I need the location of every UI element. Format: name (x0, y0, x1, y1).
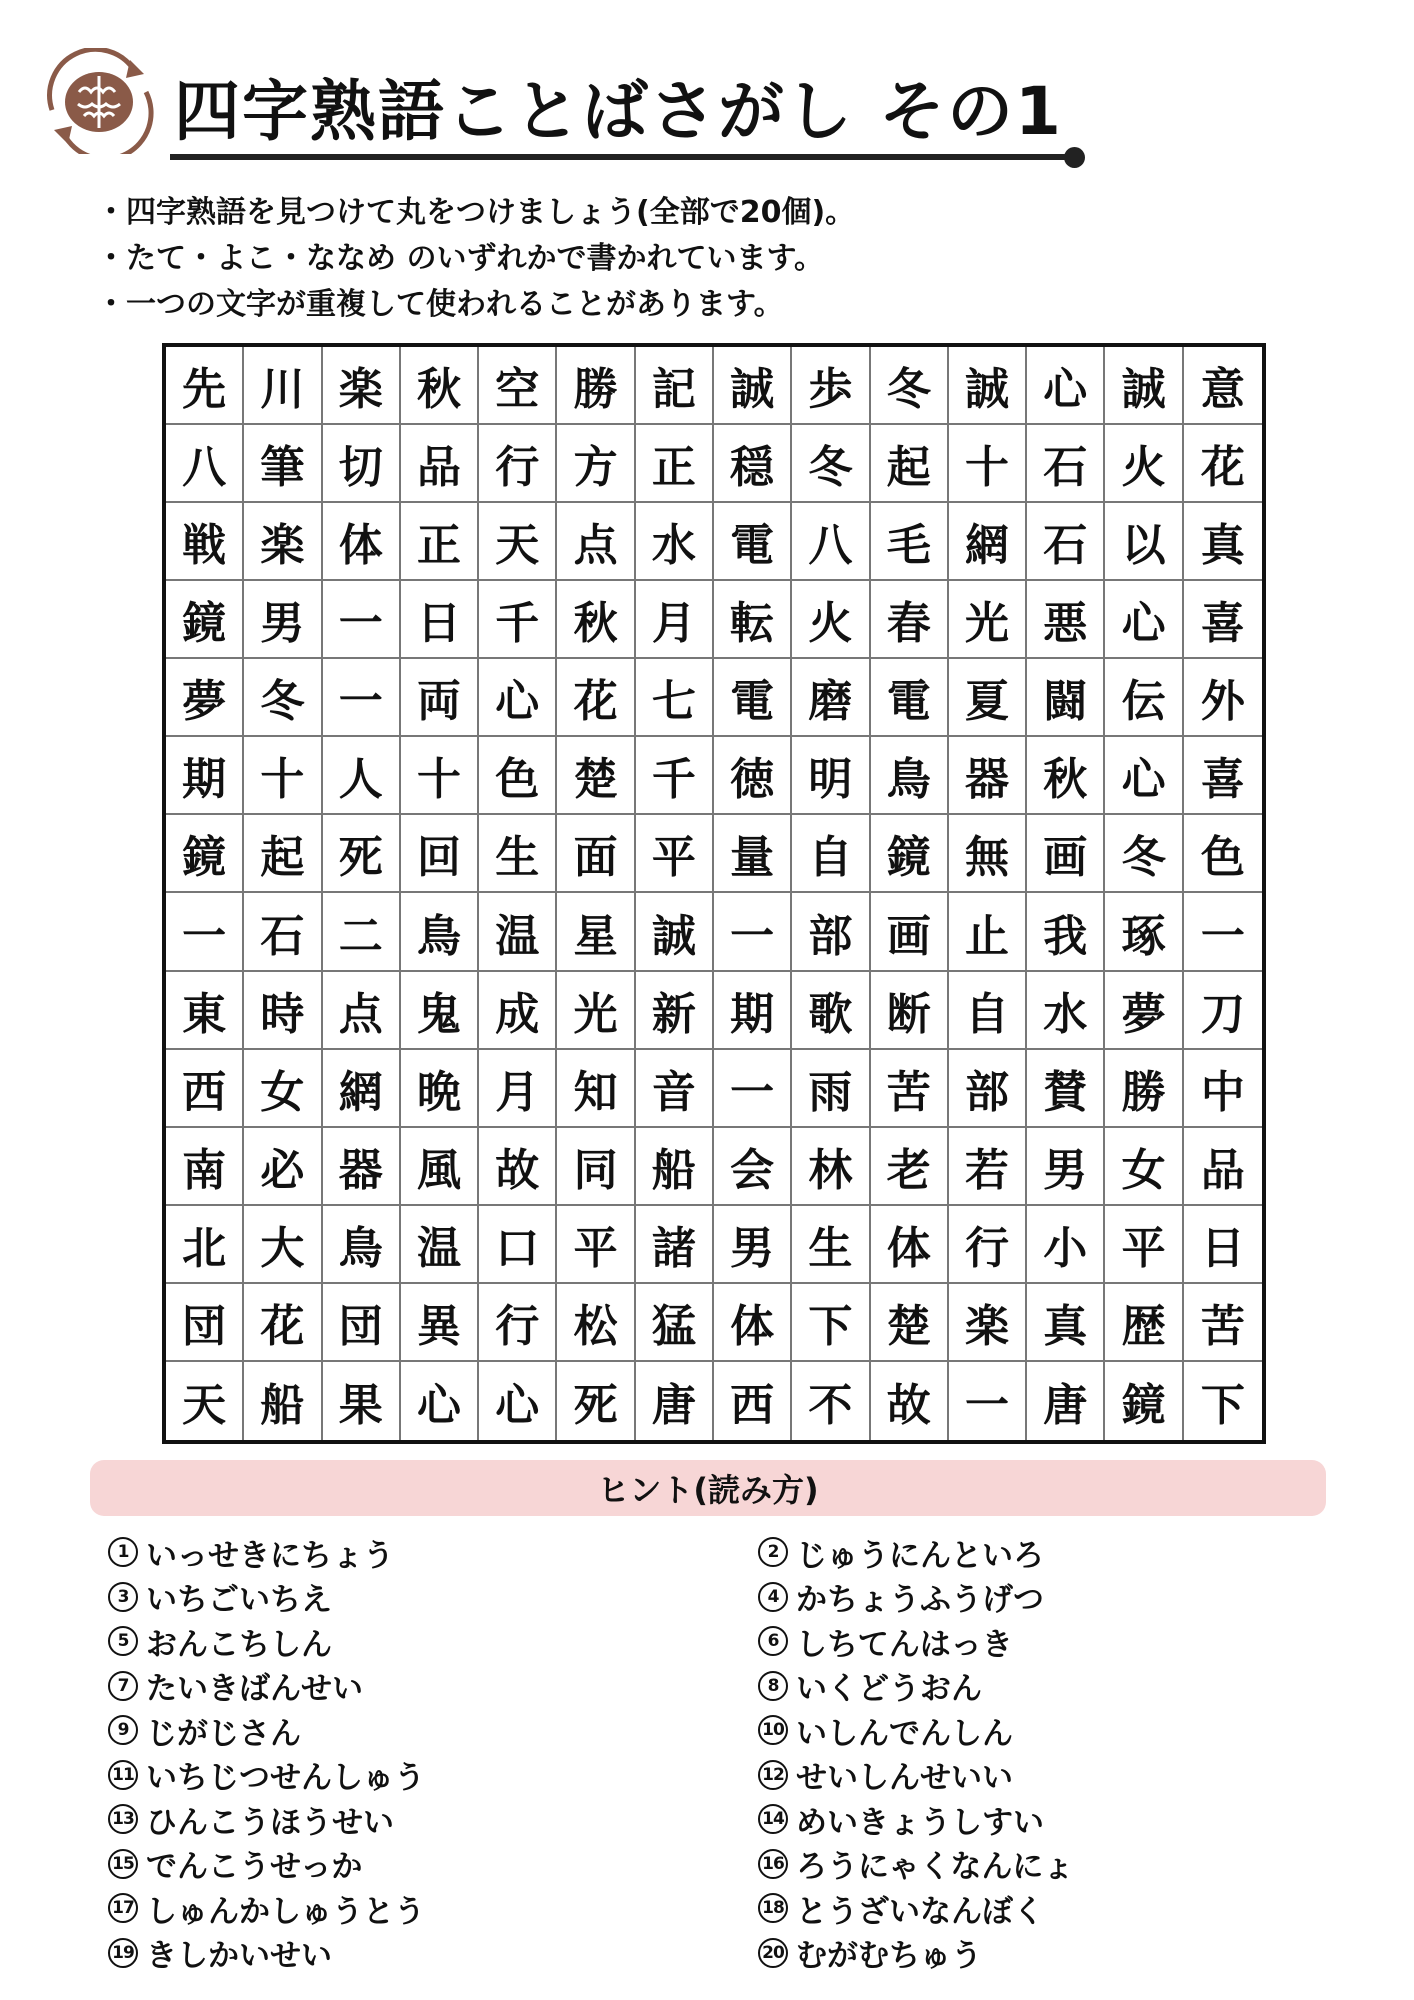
grid-cell[interactable]: 明 (792, 737, 870, 815)
grid-cell[interactable]: 下 (1200, 1379, 1245, 1431)
grid-cell[interactable]: 女 (244, 1050, 322, 1128)
grid-cell[interactable]: 先 (166, 347, 244, 425)
grid-cell[interactable]: 悪 (1027, 581, 1105, 659)
grid-cell[interactable]: 男 (714, 1206, 792, 1284)
grid-cell[interactable]: 穏 (714, 425, 792, 503)
grid-cell[interactable]: 鳥 (871, 737, 949, 815)
grid-cell[interactable]: 冬 (871, 347, 949, 425)
hint-reading: しゅんかしゅうとう (146, 1893, 425, 1930)
grid-cell[interactable]: 船 (244, 1362, 322, 1440)
grid-cell[interactable]: 男 (1027, 1128, 1105, 1206)
grid-cell[interactable]: 行 (949, 1206, 1027, 1284)
grid-cell[interactable]: 知 (557, 1050, 635, 1128)
grid-cell[interactable]: 八 (166, 425, 244, 503)
grid-cell[interactable]: 人 (323, 737, 401, 815)
hint-number: 17 (108, 1893, 138, 1923)
word-search-grid (162, 343, 1266, 1444)
grid-cell[interactable]: 秋 (401, 347, 479, 425)
grid-cell[interactable]: 平 (636, 815, 714, 893)
grid-cell[interactable]: 西 (166, 1050, 244, 1128)
grid-cell[interactable]: 水 (636, 503, 714, 581)
grid-cell[interactable]: 色 (1184, 815, 1262, 893)
grid-cell[interactable]: 心 (479, 1362, 557, 1440)
grid-cell[interactable]: 月 (479, 1050, 557, 1128)
grid-cell[interactable]: 行 (479, 1284, 557, 1362)
hint-reading: かちょうふうげつ (796, 1582, 1044, 1618)
hint-reading: じゅうにんといろ (796, 1537, 1044, 1574)
hint-number: 20 (758, 1938, 788, 1968)
grid-cell[interactable]: 心 (1105, 737, 1183, 815)
grid-cell[interactable]: 心 (1105, 581, 1183, 659)
instruction-line: ・四字熟語を見つけて丸をつけましょう(全部で20個)。 (96, 195, 856, 230)
grid-cell[interactable]: 花 (1184, 425, 1262, 503)
grid-cell[interactable]: 楚 (871, 1284, 949, 1362)
grid-cell[interactable]: 必 (244, 1128, 322, 1206)
grid-cell[interactable]: 唐 (636, 1362, 714, 1440)
hint-reading: でんこうせっか (146, 1849, 363, 1885)
grid-cell[interactable]: 温 (401, 1206, 479, 1284)
hint-number: 12 (758, 1760, 788, 1790)
grid-cell[interactable]: 品 (1184, 1128, 1262, 1206)
title-block (170, 70, 1090, 170)
grid-cell[interactable]: 空 (479, 347, 557, 425)
grid-cell[interactable]: 我 (1027, 893, 1105, 971)
hint-number: 15 (108, 1849, 138, 1879)
grid-cell[interactable]: 石 (244, 893, 322, 971)
grid-cell[interactable]: 画 (871, 893, 949, 971)
hint-reading: いっせきにちょう (146, 1537, 394, 1574)
grid-cell[interactable]: 十 (244, 737, 322, 815)
grid-cell[interactable]: 一 (323, 659, 401, 737)
grid-cell[interactable]: 七 (636, 659, 714, 737)
grid-cell[interactable]: 光 (557, 972, 635, 1050)
hint-number: 1 (108, 1537, 138, 1567)
hint-number: 4 (758, 1582, 788, 1612)
grid-cell[interactable]: 一 (166, 893, 244, 971)
grid-cell[interactable]: 鏡 (166, 581, 244, 659)
hint-item (758, 1708, 1013, 1752)
hint-item (108, 1664, 363, 1708)
grid-cell[interactable]: 伝 (1105, 659, 1183, 737)
hint-number: 8 (758, 1671, 788, 1701)
grid-cell[interactable]: 以 (1105, 503, 1183, 581)
grid-cell[interactable]: 闘 (1027, 659, 1105, 737)
grid-cell[interactable]: 一 (1184, 893, 1262, 971)
grid-cell[interactable]: 天 (166, 1362, 244, 1440)
hint-reading: きしかいせい (146, 1938, 332, 1974)
grid-cell[interactable]: 切 (323, 425, 401, 503)
grid-cell[interactable]: 苦 (1184, 1284, 1262, 1362)
hint-number: 16 (758, 1849, 788, 1879)
grid-cell[interactable]: 歩 (792, 347, 870, 425)
grid-cell[interactable]: 夏 (949, 659, 1027, 737)
grid-cell[interactable]: 月 (636, 581, 714, 659)
title-underline-dot (1064, 147, 1085, 168)
grid-cell[interactable]: 正 (401, 503, 479, 581)
grid-cell[interactable]: 団 (323, 1284, 401, 1362)
grid-cell[interactable]: 自 (949, 972, 1027, 1050)
grid-cell[interactable]: 石 (1027, 503, 1105, 581)
hint-item (758, 1753, 1013, 1797)
grid-cell[interactable]: 鳥 (401, 893, 479, 971)
grid-cell[interactable]: 心 (1027, 347, 1105, 425)
grid-cell[interactable]: 死 (557, 1362, 635, 1440)
grid-cell[interactable]: 止 (949, 893, 1027, 971)
hint-number: 6 (758, 1626, 788, 1656)
grid-cell[interactable]: 火 (792, 581, 870, 659)
grid-cell[interactable]: 断 (871, 972, 949, 1050)
grid-cell[interactable]: 楚 (557, 737, 635, 815)
grid-cell[interactable]: 一 (714, 893, 792, 971)
hint-item (758, 1530, 1044, 1574)
grid-cell[interactable]: 春 (871, 581, 949, 659)
grid-cell[interactable]: 故 (479, 1128, 557, 1206)
grid-cell[interactable]: 雨 (792, 1050, 870, 1128)
hint-reading: せいしんせいい (796, 1760, 1013, 1796)
grid-cell[interactable]: 鏡 (1105, 1362, 1183, 1440)
hint-item (108, 1931, 332, 1975)
hint-number: 18 (758, 1893, 788, 1923)
grid-cell[interactable]: 心 (479, 659, 557, 737)
grid-cell[interactable]: 誠 (714, 347, 792, 425)
grid-cell[interactable]: 北 (166, 1206, 244, 1284)
grid-cell[interactable]: 西 (714, 1362, 792, 1440)
grid-cell[interactable]: 外 (1184, 659, 1262, 737)
grid-cell[interactable]: 喜 (1184, 581, 1262, 659)
grid-cell[interactable]: 川 (244, 347, 322, 425)
hint-number: 13 (108, 1804, 138, 1834)
grid-cell[interactable]: 冬 (792, 425, 870, 503)
grid-cell[interactable]: 水 (1027, 972, 1105, 1050)
hint-item (108, 1619, 332, 1663)
hint-number: 5 (108, 1626, 138, 1656)
grid-cell[interactable]: 小 (1027, 1206, 1105, 1284)
hint-item (108, 1753, 425, 1797)
grid-cell[interactable]: 花 (244, 1284, 322, 1362)
grid-cell[interactable]: 磨 (792, 659, 870, 737)
grid-cell[interactable]: 歴 (1105, 1284, 1183, 1362)
grid-cell[interactable]: 風 (401, 1128, 479, 1206)
grid-cell[interactable]: 平 (557, 1206, 635, 1284)
grid-cell[interactable]: 鬼 (401, 972, 479, 1050)
hint-item (108, 1708, 301, 1752)
hint-number: 14 (758, 1804, 788, 1834)
instructions (96, 190, 1296, 328)
grid-cell[interactable]: 諸 (636, 1206, 714, 1284)
grid-cell[interactable]: 期 (166, 737, 244, 815)
grid-cell[interactable]: 喜 (1184, 737, 1262, 815)
grid-cell[interactable]: 団 (166, 1284, 244, 1362)
grid-cell[interactable]: 千 (479, 581, 557, 659)
grid-cell[interactable]: 鏡 (871, 815, 949, 893)
hint-reading: いちじつせんしゅう (146, 1760, 425, 1796)
grid-cell[interactable]: 一 (714, 1050, 792, 1128)
hint-reading: むがむちゅう (796, 1938, 982, 1974)
hint-header (90, 1460, 1326, 1516)
grid-cell[interactable]: 意 (1184, 347, 1262, 425)
grid-cell[interactable]: 電 (871, 659, 949, 737)
grid-cell[interactable]: 戦 (166, 503, 244, 581)
grid-cell[interactable]: 電 (714, 503, 792, 581)
grid-cell[interactable]: 東 (166, 972, 244, 1050)
grid-cell[interactable]: 成 (479, 972, 557, 1050)
hint-item (108, 1797, 394, 1841)
grid-cell[interactable]: 故 (871, 1362, 949, 1440)
grid-cell[interactable]: 新 (636, 972, 714, 1050)
hint-header-label: ヒント(読み方) (597, 1471, 819, 1509)
grid-cell[interactable]: 面 (557, 815, 635, 893)
grid-cell[interactable]: 女 (1105, 1128, 1183, 1206)
grid-cell[interactable]: 期 (714, 972, 792, 1050)
grid-cell[interactable]: 勝 (557, 347, 635, 425)
grid-cell[interactable]: 量 (714, 815, 792, 893)
grid-cell[interactable]: 林 (792, 1128, 870, 1206)
grid-cell[interactable]: 楽 (244, 503, 322, 581)
grid-cell[interactable]: 千 (636, 737, 714, 815)
grid-cell[interactable]: 星 (557, 893, 635, 971)
hint-item (758, 1664, 982, 1708)
grid-cell[interactable]: 若 (949, 1128, 1027, 1206)
grid-cell[interactable]: 刀 (1184, 972, 1262, 1050)
instruction-line: ・たて・よこ・ななめ のいずれかで書かれています。 (96, 241, 825, 276)
hint-reading: いくどうおん (796, 1671, 982, 1707)
grid-cell[interactable]: 網 (323, 1050, 401, 1128)
hint-item (108, 1886, 425, 1930)
hint-reading: おんこちしん (146, 1626, 332, 1663)
hint-number: 7 (108, 1671, 138, 1701)
grid-cell[interactable]: 天 (479, 503, 557, 581)
grid-cell[interactable]: 色 (479, 737, 557, 815)
grid-cell[interactable]: 日 (401, 581, 479, 659)
grid-cell[interactable]: 網 (949, 503, 1027, 581)
hint-item (758, 1931, 982, 1975)
hint-item (108, 1575, 332, 1619)
grid-cell[interactable]: 生 (479, 815, 557, 893)
grid-cell[interactable]: 毛 (871, 503, 949, 581)
hint-reading: いしんでんしん (796, 1715, 1013, 1752)
hint-reading: とうざいなんぼく (796, 1893, 1044, 1930)
grid-cell[interactable]: 徳 (714, 737, 792, 815)
grid-cell[interactable]: 松 (557, 1284, 635, 1362)
grid-cell[interactable]: 夢 (1105, 972, 1183, 1050)
grid-cell[interactable]: 起 (244, 815, 322, 893)
hint-reading: めいきょうしすい (796, 1804, 1044, 1841)
grid-cell[interactable]: 筆 (244, 425, 322, 503)
grid-cell[interactable]: 体 (871, 1206, 949, 1284)
grid-cell[interactable]: 秋 (557, 581, 635, 659)
grid-cell[interactable]: 点 (557, 503, 635, 581)
grid-cell[interactable]: 回 (401, 815, 479, 893)
hint-number: 3 (108, 1582, 138, 1612)
grid-cell[interactable]: 唐 (1027, 1362, 1105, 1440)
grid-cell[interactable]: 冬 (1105, 815, 1183, 893)
grid-cell[interactable]: 自 (792, 815, 870, 893)
grid-cell[interactable]: 石 (1027, 425, 1105, 503)
grid-cell[interactable]: 部 (792, 893, 870, 971)
grid-cell[interactable]: 果 (323, 1362, 401, 1440)
hint-item (758, 1797, 1044, 1841)
grid-cell[interactable]: 異 (401, 1284, 479, 1362)
grid-cell[interactable]: 十 (401, 737, 479, 815)
grid-cell[interactable]: 無 (949, 815, 1027, 893)
grid-cell[interactable]: 生 (792, 1206, 870, 1284)
hint-reading: しちてんはっき (796, 1626, 1013, 1663)
hint-reading: じがじさん (146, 1715, 301, 1752)
title-underline (170, 154, 1068, 160)
grid-cell[interactable]: 一 (323, 581, 401, 659)
page-title: 四字熟語ことばさがし その1 (174, 73, 1063, 150)
grid-cell[interactable]: 起 (871, 425, 949, 503)
grid-cell[interactable]: 転 (714, 581, 792, 659)
grid-cell[interactable]: 十 (949, 425, 1027, 503)
grid-cell[interactable]: 下 (792, 1284, 870, 1362)
hint-item (108, 1842, 362, 1886)
grid-cell[interactable]: 真 (1184, 503, 1262, 581)
hint-item (758, 1886, 1044, 1930)
hint-number: 11 (108, 1760, 138, 1790)
hint-reading: いちごいちえ (146, 1582, 332, 1618)
grid-cell[interactable]: 温 (479, 893, 557, 971)
grid-cell[interactable]: 八 (792, 503, 870, 581)
hint-item (758, 1619, 1013, 1663)
grid-cell[interactable]: 火 (1105, 425, 1183, 503)
grid-cell[interactable]: 口 (479, 1206, 557, 1284)
grid-cell[interactable]: 心 (401, 1362, 479, 1440)
grid-cell[interactable]: 方 (557, 425, 635, 503)
brain-logo-icon (34, 48, 164, 154)
grid-cell[interactable]: 花 (557, 659, 635, 737)
grid-cell[interactable]: 老 (871, 1128, 949, 1206)
grid-cell[interactable]: 誠 (1105, 347, 1183, 425)
grid-cell[interactable]: 琢 (1105, 893, 1183, 971)
grid-cell[interactable]: 歌 (792, 972, 870, 1050)
grid-cell[interactable]: 部 (949, 1050, 1027, 1128)
grid-cell[interactable]: 平 (1105, 1206, 1183, 1284)
grid-cell[interactable]: 賛 (1027, 1050, 1105, 1128)
grid-cell[interactable]: 時 (244, 972, 322, 1050)
grid-cell[interactable]: 鳥 (323, 1206, 401, 1284)
grid-cell[interactable]: 夢 (166, 659, 244, 737)
grid-cell[interactable]: 体 (714, 1284, 792, 1362)
grid-cell[interactable]: 日 (1184, 1206, 1262, 1284)
grid-cell[interactable]: 秋 (1027, 737, 1105, 815)
grid-cell[interactable]: 音 (636, 1050, 714, 1128)
grid-cell[interactable]: 品 (401, 425, 479, 503)
grid-cell[interactable]: 行 (479, 425, 557, 503)
grid-cell[interactable]: 中 (1184, 1050, 1262, 1128)
grid-cell[interactable]: 不 (792, 1362, 870, 1440)
grid-cell[interactable]: 晩 (401, 1050, 479, 1128)
grid-cell[interactable]: 真 (1027, 1284, 1105, 1362)
grid-cell[interactable]: 二 (323, 893, 401, 971)
grid-cell[interactable]: 大 (244, 1206, 322, 1284)
grid-cell[interactable]: 光 (949, 581, 1027, 659)
grid-cell[interactable]: 勝 (1105, 1050, 1183, 1128)
hint-item (108, 1530, 394, 1574)
hint-number: 2 (758, 1537, 788, 1567)
grid-cell[interactable]: 誠 (636, 893, 714, 971)
grid-cell[interactable]: 一 (949, 1362, 1027, 1440)
grid-cell[interactable]: 船 (636, 1128, 714, 1206)
hint-number: 10 (758, 1715, 788, 1745)
grid-cell[interactable]: 記 (636, 347, 714, 425)
hint-number: 19 (108, 1938, 138, 1968)
grid-cell[interactable]: 男 (244, 581, 322, 659)
hint-item (758, 1842, 1074, 1886)
grid-cell[interactable]: 楽 (949, 1284, 1027, 1362)
grid-cell[interactable]: 誠 (949, 347, 1027, 425)
grid-cell[interactable]: 正 (636, 425, 714, 503)
grid-cell[interactable]: 会 (714, 1128, 792, 1206)
grid-cell[interactable]: 画 (1027, 815, 1105, 893)
grid-cell[interactable]: 体 (323, 503, 401, 581)
grid-cell[interactable]: 猛 (636, 1284, 714, 1362)
grid-cell[interactable]: 器 (323, 1128, 401, 1206)
grid-cell[interactable]: 同 (557, 1128, 635, 1206)
grid-cell[interactable]: 苦 (871, 1050, 949, 1128)
grid-cell[interactable]: 南 (166, 1128, 244, 1206)
grid-cell[interactable]: 冬 (244, 659, 322, 737)
hint-item (758, 1575, 1044, 1619)
grid-cell[interactable]: 点 (323, 972, 401, 1050)
grid-cell[interactable]: 楽 (323, 347, 401, 425)
hint-number: 9 (108, 1715, 138, 1745)
grid-cell[interactable]: 器 (949, 737, 1027, 815)
hint-reading: たいきばんせい (146, 1671, 363, 1707)
hint-list (108, 1530, 1208, 1974)
instruction-line: ・一つの文字が重複して使われることがあります。 (96, 287, 784, 322)
hint-reading: ろうにゃくなんにょ (796, 1849, 1074, 1885)
grid-cell[interactable]: 電 (714, 659, 792, 737)
grid-cell[interactable]: 死 (323, 815, 401, 893)
grid-cell[interactable]: 両 (401, 659, 479, 737)
hint-reading: ひんこうほうせい (146, 1804, 394, 1841)
grid-cell[interactable]: 鏡 (166, 815, 244, 893)
